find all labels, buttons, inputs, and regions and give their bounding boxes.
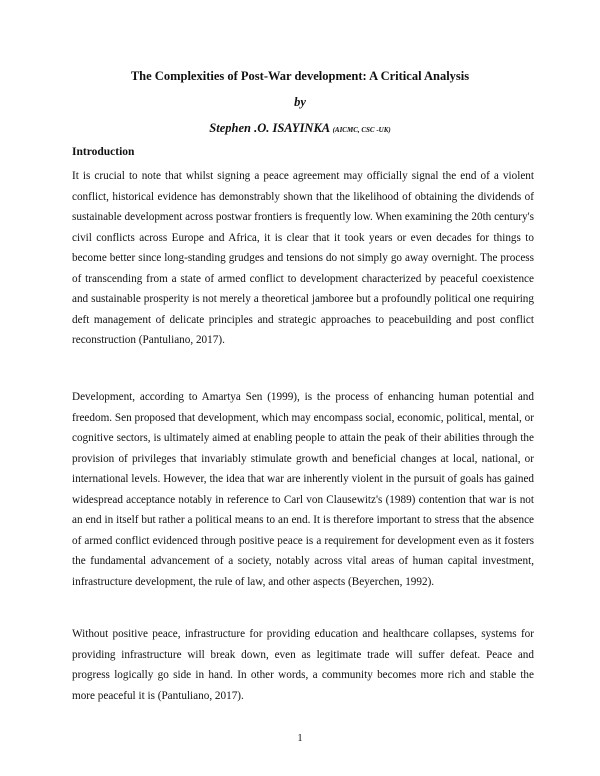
- author-name: Stephen .O. ISAYINKA: [209, 121, 330, 135]
- paragraph-2: Development, according to Amartya Sen (1999), is the process of enhancing human potential and freedom. Sen proposed that development, which may encompass social, economic, political, mental, or cognitive sectors, is ultimately aimed at enabling people to attain the peak of their abilities through the provision of privileges that invariably stimulate growth and beneficial changes at local, national, or international levels. However, the idea that war are inherently violent in the pursuit of goals has gained widespread acceptance notably in reference to Carl von Clausewitz's (1989) contention that war is not an end in itself but rather a political means to an end. It is therefore important to stress that the absence of armed conflict evidenced through positive peace is a requirement for development even as it fosters the fundamental advancement of a society, notably across vital areas of human capital investment, infrastructure development, the rule of law, and other aspects (Beyerchen, 1992).: [72, 391, 534, 588]
- author-credentials: (AICMC, CSC -UK): [332, 126, 391, 134]
- document-title: The Complexities of Post-War development: A Critical Analysis: [130, 69, 470, 83]
- paragraph-3: Without positive peace, infrastructure for providing education and healthcare collapses, systems for providing infrastructure will break down, even as legitimate trade will suffer defeat. Peace and progress logically go side in hand. In other words, a community becomes more rich and stable the more peaceful it is (Pantuliano, 2017).: [72, 628, 534, 702]
- byline-by: by: [294, 95, 306, 109]
- author-line: [0, 121, 600, 136]
- page-number: 1: [297, 733, 303, 744]
- section-heading: Introduction: [72, 146, 135, 158]
- paragraph-1: It is crucial to note that whilst signing a peace agreement may officially signal the end of a violent conflict, historical evidence has demonstrably shown that the likelihood of obtaining the dividends of sustainable development across postwar frontiers is frequently low. When examining the 20th century's civil conflicts across Europe and Africa, it is clear that it took years or even decades for things to become better since long-standing grudges and tensions do not simply go away overnight. The process of transcending from a state of armed conflict to development characterized by peaceful coexistence and sustainable prosperity is not merely a theoretical jamboree but a profoundly political one requiring deft management of delicate principles and strategic approaches to peacebuilding and post conflict reconstruction (Pantuliano, 2017).: [72, 170, 534, 346]
